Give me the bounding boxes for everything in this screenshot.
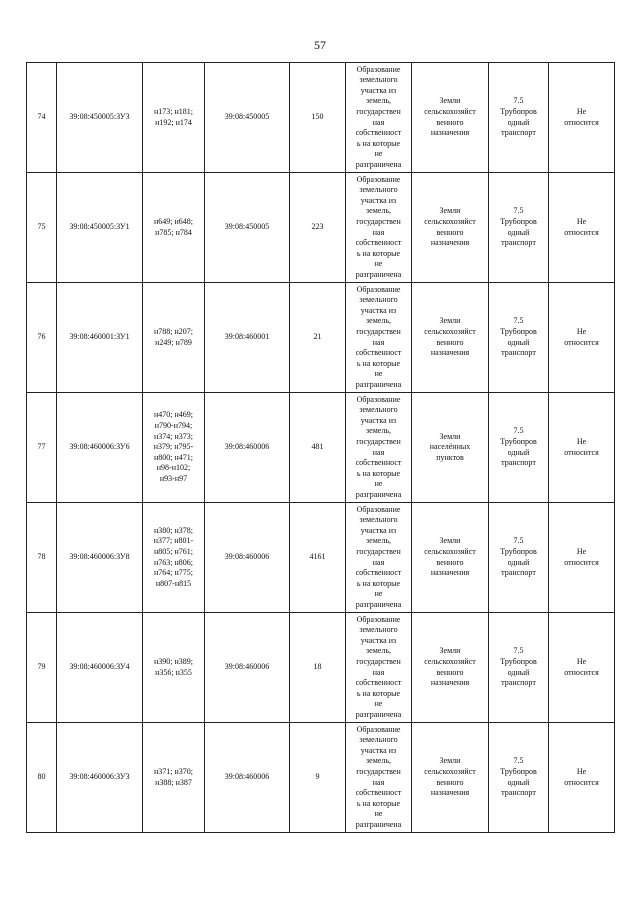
land-category-cell — [412, 63, 489, 173]
row-number-cell-text: 77 — [37, 442, 46, 452]
permitted-use-cell-text: 7.5 Трубопров одный транспорт — [500, 756, 537, 798]
relation-cell-text: Не относится — [564, 656, 599, 677]
cadastral-number-cell — [57, 63, 143, 173]
land-category-cell-text: Земли сельскохозяйст венного назначения — [424, 96, 476, 138]
relation-cell-text: Не относится — [564, 326, 599, 347]
cadastral-number-cell — [57, 283, 143, 393]
boundary-points-cell-text: н390; н389; н356; н355 — [153, 656, 193, 677]
relation-cell — [549, 63, 615, 173]
relation-cell — [549, 613, 615, 723]
permitted-use-cell — [489, 393, 549, 503]
land-category-cell — [412, 393, 489, 503]
area-cell — [290, 393, 346, 503]
relation-cell-text: Не относится — [564, 216, 599, 237]
cadastral-number-cell — [57, 723, 143, 833]
row-number-cell-text: 79 — [37, 662, 46, 672]
permitted-use-cell — [489, 723, 549, 833]
formation-method-cell-text: Образование земельного участка из земель, государствен ная собственност ь на которые не разграничена — [355, 614, 402, 719]
relation-cell-text: Не относится — [564, 766, 599, 787]
boundary-points-cell — [143, 393, 205, 503]
row-number-cell — [27, 613, 57, 723]
land-category-cell-text: Земли сельскохозяйст венного назначения — [424, 536, 476, 578]
cadastral-number-cell-text: 39:08:450005:ЗУ3 — [69, 112, 130, 122]
relation-cell — [549, 173, 615, 283]
area-cell — [290, 283, 346, 393]
area-cell-text: 481 — [311, 442, 324, 452]
boundary-points-cell — [143, 63, 205, 173]
cadastral-quarter-cell-text: 39:08:450005 — [224, 222, 270, 232]
row-number-cell-text: 78 — [37, 552, 46, 562]
formation-method-cell-text: Образование земельного участка из земель, государствен ная собственност ь на которые не разграничена — [355, 504, 402, 609]
boundary-points-cell — [143, 503, 205, 613]
row-number-cell — [27, 393, 57, 503]
permitted-use-cell-text: 7.5 Трубопров одный транспорт — [500, 646, 537, 688]
land-category-cell-text: Земли сельскохозяйст венного назначения — [424, 206, 476, 248]
formation-method-cell — [346, 503, 412, 613]
area-cell-text: 223 — [311, 222, 324, 232]
row-number-cell — [27, 173, 57, 283]
cadastral-number-cell — [57, 503, 143, 613]
relation-cell — [549, 283, 615, 393]
formation-method-cell — [346, 173, 412, 283]
formation-method-cell — [346, 393, 412, 503]
cadastral-quarter-cell — [205, 503, 290, 613]
relation-cell-text: Не относится — [564, 546, 599, 567]
land-category-cell-text: Земли сельскохозяйст венного назначения — [424, 646, 476, 688]
area-cell — [290, 723, 346, 833]
land-category-cell — [412, 173, 489, 283]
row-number-cell-text: 75 — [37, 222, 46, 232]
area-cell-text: 21 — [313, 332, 322, 342]
row-number-cell — [27, 283, 57, 393]
cadastral-quarter-cell — [205, 63, 290, 173]
row-number-cell — [27, 503, 57, 613]
table-row — [27, 723, 615, 833]
table-row — [27, 503, 615, 613]
permitted-use-cell-text: 7.5 Трубопров одный транспорт — [500, 206, 537, 248]
cadastral-quarter-cell — [205, 393, 290, 503]
land-category-cell — [412, 283, 489, 393]
area-cell-text: 18 — [313, 662, 322, 672]
boundary-points-cell-text: н470; н469; н790-н794; н374; н373; н379; н795- н800; н471; н98-н102; н93-н97 — [153, 410, 194, 483]
row-number-cell-text: 80 — [37, 772, 46, 782]
cadastral-number-cell — [57, 173, 143, 283]
boundary-points-cell-text: н649; н648; н785; н784 — [153, 216, 193, 237]
formation-method-cell-text: Образование земельного участка из земель, государствен ная собственност ь на которые не разграничена — [355, 284, 402, 389]
land-category-cell-text: Земли сельскохозяйст венного назначения — [424, 316, 476, 358]
boundary-points-cell-text: н173; н181; н192; н174 — [153, 106, 193, 127]
table-row — [27, 173, 615, 283]
row-number-cell-text: 76 — [37, 332, 46, 342]
page-number: 57 — [314, 38, 326, 52]
land-category-cell-text: Земли сельскохозяйст венного назначения — [424, 756, 476, 798]
land-category-cell — [412, 613, 489, 723]
formation-method-cell — [346, 723, 412, 833]
permitted-use-cell — [489, 613, 549, 723]
permitted-use-cell — [489, 283, 549, 393]
cadastral-number-cell-text: 39:08:450005:ЗУ1 — [69, 222, 130, 232]
boundary-points-cell-text: н380; н378; н377; н801- н805; н761; н763; н806; н764; н775; н807-н815 — [153, 525, 194, 588]
land-plots-table — [26, 62, 615, 833]
cadastral-number-cell-text: 39:08:460006:ЗУ8 — [69, 552, 130, 562]
cadastral-quarter-cell — [205, 283, 290, 393]
permitted-use-cell-text: 7.5 Трубопров одный транспорт — [500, 536, 537, 578]
cadastral-number-cell-text: 39:08:460006:ЗУ4 — [69, 662, 130, 672]
cadastral-quarter-cell-text: 39:08:460006 — [224, 552, 270, 562]
formation-method-cell-text: Образование земельного участка из земель, государствен ная собственност ь на которые не разграничена — [355, 394, 402, 499]
permitted-use-cell — [489, 63, 549, 173]
formation-method-cell-text: Образование земельного участка из земель, государствен ная собственност ь на которые не разграничена — [355, 174, 402, 279]
area-cell — [290, 173, 346, 283]
area-cell-text: 9 — [315, 772, 320, 782]
permitted-use-cell — [489, 503, 549, 613]
table-body — [27, 63, 615, 833]
land-category-cell-text: Земли населённых пунктов — [429, 431, 471, 462]
cadastral-quarter-cell — [205, 723, 290, 833]
cadastral-quarter-cell — [205, 613, 290, 723]
boundary-points-cell — [143, 723, 205, 833]
formation-method-cell-text: Образование земельного участка из земель, государствен ная собственност ь на которые не разграничена — [355, 724, 402, 829]
relation-cell — [549, 503, 615, 613]
table-row — [27, 63, 615, 173]
boundary-points-cell — [143, 283, 205, 393]
permitted-use-cell-text: 7.5 Трубопров одный транспорт — [500, 96, 537, 138]
table-row — [27, 613, 615, 723]
cadastral-quarter-cell-text: 39:08:460006 — [224, 442, 270, 452]
cadastral-quarter-cell-text: 39:08:460006 — [224, 772, 270, 782]
relation-cell-text: Не относится — [564, 106, 599, 127]
permitted-use-cell-text: 7.5 Трубопров одный транспорт — [500, 316, 537, 358]
row-number-cell-text: 74 — [37, 112, 46, 122]
table-row — [27, 393, 615, 503]
boundary-points-cell-text: н788; н207; н249; н789 — [153, 326, 193, 347]
area-cell — [290, 63, 346, 173]
area-cell — [290, 503, 346, 613]
row-number-cell — [27, 63, 57, 173]
cadastral-number-cell-text: 39:08:460006:ЗУ6 — [69, 442, 130, 452]
cadastral-number-cell — [57, 613, 143, 723]
relation-cell-text: Не относится — [564, 436, 599, 457]
formation-method-cell-text: Образование земельного участка из земель, государствен ная собственност ь на которые не разграничена — [355, 64, 402, 169]
formation-method-cell — [346, 613, 412, 723]
formation-method-cell — [346, 63, 412, 173]
permitted-use-cell-text: 7.5 Трубопров одный транспорт — [500, 426, 537, 468]
cadastral-quarter-cell-text: 39:08:460001 — [224, 332, 270, 342]
boundary-points-cell — [143, 173, 205, 283]
relation-cell — [549, 723, 615, 833]
boundary-points-cell-text: н371; н370; н388; н387 — [153, 766, 193, 787]
cadastral-number-cell-text: 39:08:460001:ЗУ1 — [69, 332, 130, 342]
cadastral-number-cell-text: 39:08:460006:ЗУ3 — [69, 772, 130, 782]
row-number-cell — [27, 723, 57, 833]
land-category-cell — [412, 503, 489, 613]
cadastral-quarter-cell-text: 39:08:450005 — [224, 112, 270, 122]
cadastral-quarter-cell — [205, 173, 290, 283]
land-category-cell — [412, 723, 489, 833]
table-row — [27, 283, 615, 393]
boundary-points-cell — [143, 613, 205, 723]
cadastral-number-cell — [57, 393, 143, 503]
formation-method-cell — [346, 283, 412, 393]
cadastral-quarter-cell-text: 39:08:460006 — [224, 662, 270, 672]
area-cell-text: 150 — [311, 112, 324, 122]
area-cell-text: 4161 — [309, 552, 326, 562]
relation-cell — [549, 393, 615, 503]
permitted-use-cell — [489, 173, 549, 283]
area-cell — [290, 613, 346, 723]
